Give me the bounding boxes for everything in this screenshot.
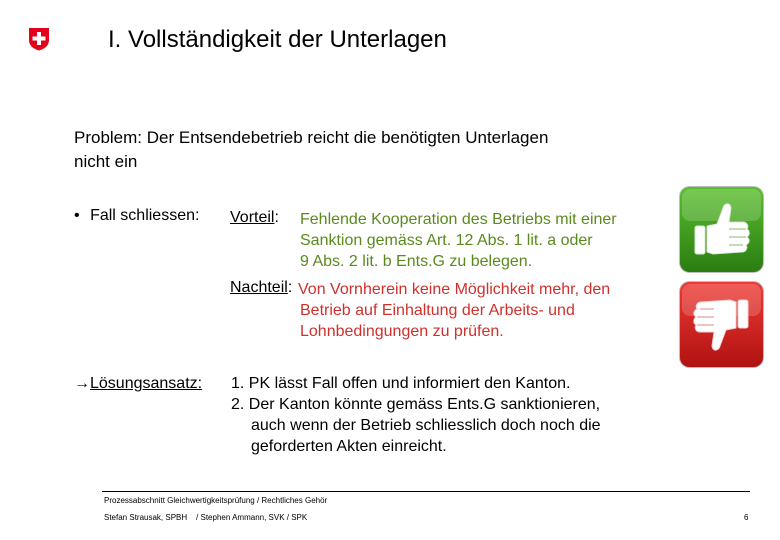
swiss-cross-icon	[28, 27, 50, 51]
solution-item: 1. PK lässt Fall offen und informiert den Kanton.	[231, 375, 571, 392]
disadvantage-line: Lohnbedingungen zu prüfen.	[300, 323, 504, 340]
problem-statement	[74, 126, 684, 174]
case-bullet	[74, 207, 199, 225]
disadvantage-line: Von Vornherein keine Möglichkeit mehr, den	[298, 281, 611, 298]
solution-item: geforderten Akten einreicht.	[251, 438, 447, 455]
thumbs-down-icon	[679, 281, 764, 368]
advantage-line: Sanktion gemäss Art. 12 Abs. 1 lit. a oder	[300, 232, 593, 249]
advantage-label: Vorteil:	[230, 209, 279, 226]
disadvantage-text	[298, 279, 610, 342]
page-title: I. Vollständigkeit der Unterlagen	[108, 26, 447, 53]
footer-authors: Stefan Strausak, SPBH / Stephen Ammann, SVK / SPK	[104, 513, 308, 522]
arrow-right-icon: →	[74, 375, 90, 392]
footer-section: Prozessabschnitt Gleichwertigkeitsprüfung / Rechtliches Gehör	[104, 496, 328, 505]
solution-item: 2. Der Kanton könnte gemäss Ents.G sanktionieren,	[231, 396, 601, 413]
thumbs-up-icon	[679, 186, 764, 273]
footer-divider	[102, 491, 750, 492]
solution-list	[231, 373, 601, 457]
problem-line-1: Problem: Der Entsendebetrieb reicht die benötigten Unterlagen	[74, 128, 549, 147]
disadvantage-label: Nachteil:	[230, 279, 293, 296]
bullet-glyph: •	[74, 207, 80, 224]
case-label: Fall schliessen:	[90, 207, 200, 224]
solution-label: →Lösungsansatz:	[74, 375, 203, 392]
advantage-line: Fehlende Kooperation des Betriebs mit einer	[300, 211, 617, 228]
solution-item: auch wenn der Betrieb schliesslich doch noch die	[251, 417, 601, 434]
advantage-line: 9 Abs. 2 lit. b Ents.G zu belegen.	[300, 253, 533, 270]
advantage-text	[300, 209, 617, 272]
page-number: 6	[744, 513, 749, 522]
disadvantage-line: Betrieb auf Einhaltung der Arbeits- und	[300, 302, 575, 319]
problem-line-2: nicht ein	[74, 152, 138, 171]
